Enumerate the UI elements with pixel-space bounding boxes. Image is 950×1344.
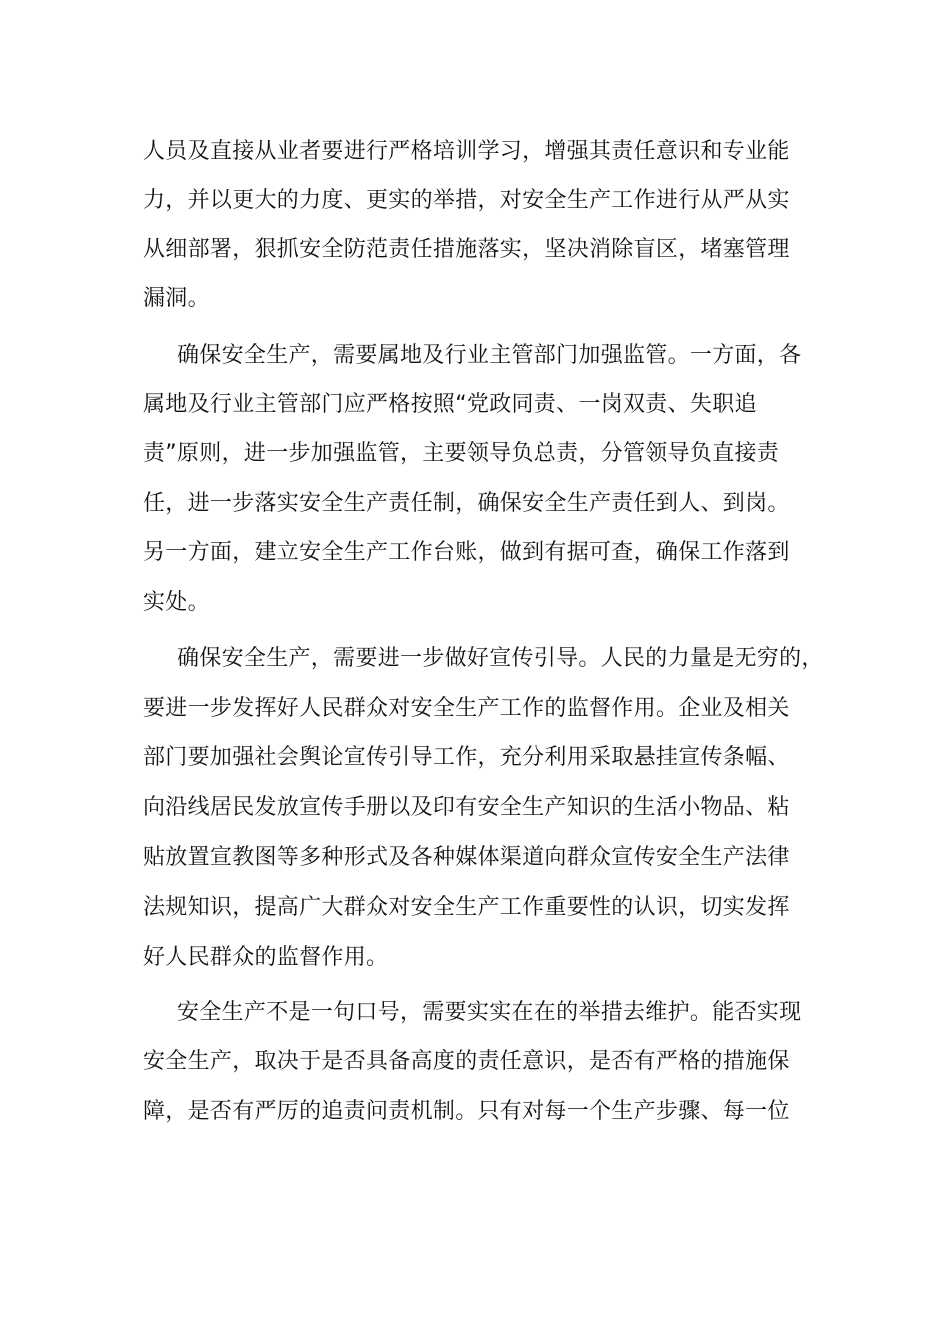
paragraph-first-line: 安全生产不是一句口号，需要实实在在的举措去维护。能否实现: [177, 1000, 802, 1025]
text-line: 从细部署，狠抓安全防范责任措施落实，坚决消除盲区，堵塞管理: [143, 237, 790, 262]
paragraph-first-line: 确保安全生产，需要属地及行业主管部门加强监管。一方面，各: [177, 343, 802, 368]
text-line: 人员及直接从业者要进行严格培训学习，增强其责任意识和专业能: [143, 139, 790, 164]
text-line: 力，并以更大的力度、更实的举措，对安全生产工作进行从严从实: [143, 188, 790, 213]
text-line: 安全生产，取决于是否具备高度的责任意识，是否有严格的措施保: [143, 1049, 790, 1074]
text-line: 好人民群众的监督作用。: [143, 945, 389, 970]
text-line: 向沿线居民发放宣传手册以及印有安全生产知识的生活小物品、粘: [143, 795, 790, 820]
text-line: 责”原则，进一步加强监管，主要领导负总责，分管领导负直接责: [143, 441, 780, 466]
text-line: 任，进一步落实安全生产责任制，确保安全生产责任到人、到岗。: [143, 491, 790, 516]
text-line: 贴放置宣教图等多种形式及各种媒体渠道向群众宣传安全生产法律: [143, 845, 790, 870]
text-line: 障，是否有严厉的追责问责机制。只有对每一个生产步骤、每一位: [143, 1099, 790, 1124]
paragraph-first-line: 确保安全生产，需要进一步做好宣传引导。人民的力量是无穷的，: [177, 646, 824, 671]
text-line: 属地及行业主管部门应严格按照“党政同责、一岗双责、失职追: [143, 392, 757, 417]
text-line: 另一方面，建立安全生产工作台账，做到有据可查，确保工作落到: [143, 540, 790, 565]
text-line: 部门要加强社会舆论宣传引导工作，充分利用采取悬挂宣传条幅、: [143, 745, 790, 770]
text-line: 漏洞。: [143, 286, 210, 311]
text-line: 实处。: [143, 590, 210, 615]
text-line: 要进一步发挥好人民群众对安全生产工作的监督作用。企业及相关: [143, 696, 790, 721]
text-line: 法规知识，提高广大群众对安全生产工作重要性的认识，切实发挥: [143, 895, 790, 920]
